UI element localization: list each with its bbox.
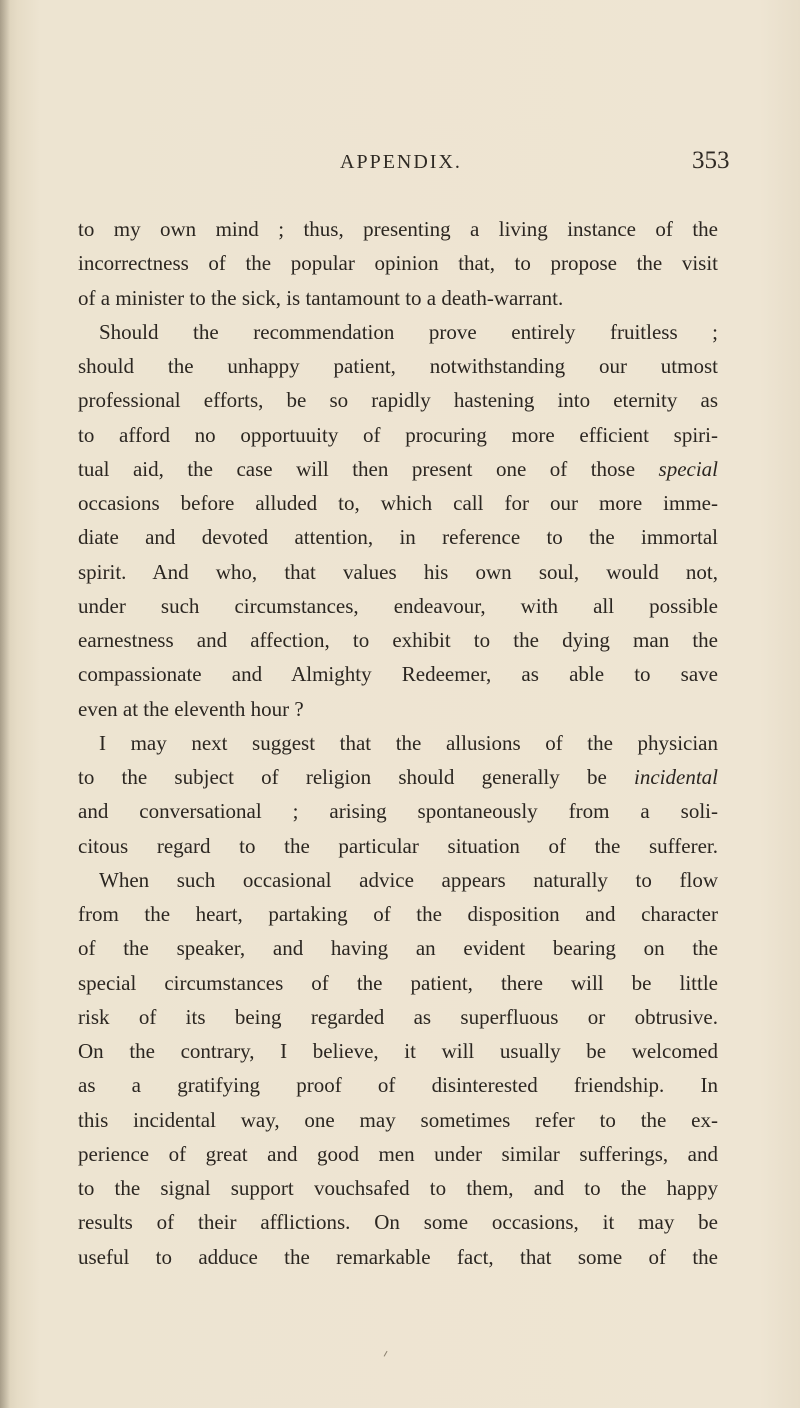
- page-number: 353: [692, 147, 730, 174]
- text-line: tual aid, the case will then present one of those special: [78, 456, 719, 481]
- text-line: citous regard to the particular situation of the sufferer.: [78, 833, 718, 858]
- text-line: to the subject of religion should generally be incidental: [78, 765, 718, 789]
- text-line: I may next suggest that the allusions of the physician: [99, 730, 718, 755]
- text-line: professional efforts, be so rapidly hastening into eternity as: [78, 388, 718, 413]
- text-line: of the speaker, and having an evident bearing on the: [78, 936, 718, 961]
- spine-shadow: [0, 0, 10, 1408]
- text-line: even at the eleventh hour ?: [78, 696, 304, 721]
- text-line: occasions before alluded to, which call for our more imme-: [78, 491, 718, 515]
- text-line: to afford no opportuuity of procuring more efficient spiri-: [78, 422, 718, 447]
- body-text: [78, 212, 718, 1274]
- text-line: compassionate and Almighty Redeemer, as able to save: [78, 662, 718, 687]
- text-line: On the contrary, I believe, it will usually be welcomed: [78, 1039, 718, 1063]
- text-line: risk of its being regarded as superfluous or obtrusive.: [78, 1004, 718, 1029]
- italic-word-special: special: [658, 456, 719, 481]
- text-line: diate and devoted attention, in reference to the immortal: [78, 525, 718, 550]
- text-line: When such occasional advice appears naturally to flow: [99, 867, 718, 892]
- text-line: spirit. And who, that values his own soul, would not,: [78, 559, 718, 584]
- text-line: under such circumstances, endeavour, with all possible: [78, 593, 718, 618]
- text-line: to the signal support vouchsafed to them, and to the happy: [78, 1176, 718, 1200]
- text-line: results of their afflictions. On some occasions, it may be: [78, 1210, 718, 1235]
- text-line: of a minister to the sick, is tantamount to a death-warrant.: [78, 285, 564, 310]
- text-line: and conversational ; arising spontaneously from a soli-: [78, 799, 718, 824]
- text-line: special circumstances of the patient, there will be little: [78, 970, 718, 995]
- running-head-title: APPENDIX.: [340, 151, 462, 173]
- italic-word-incidental: incidental: [634, 765, 718, 789]
- text-line: incorrectness of the popular opinion that, to propose the visit: [78, 251, 718, 276]
- text-line: useful to adduce the remarkable fact, that some of the: [78, 1244, 718, 1269]
- stray-ink-mark: [384, 1351, 389, 1357]
- text-line: perience of great and good men under similar sufferings, and: [78, 1141, 718, 1166]
- running-head: [0, 145, 800, 185]
- text-line: from the heart, partaking of the disposition and character: [78, 902, 718, 926]
- text-line: should the unhappy patient, notwithstanding our utmost: [78, 354, 718, 378]
- text-line: earnestness and affection, to exhibit to the dying man the: [78, 628, 718, 652]
- text-line: this incidental way, one may sometimes refer to the ex-: [78, 1107, 718, 1132]
- text-line: as a gratifying proof of disinterested friendship. In: [78, 1073, 718, 1098]
- text-line: to my own mind ; thus, presenting a living instance of the: [78, 217, 718, 241]
- text-line: Should the recommendation prove entirely fruitless ;: [99, 319, 718, 344]
